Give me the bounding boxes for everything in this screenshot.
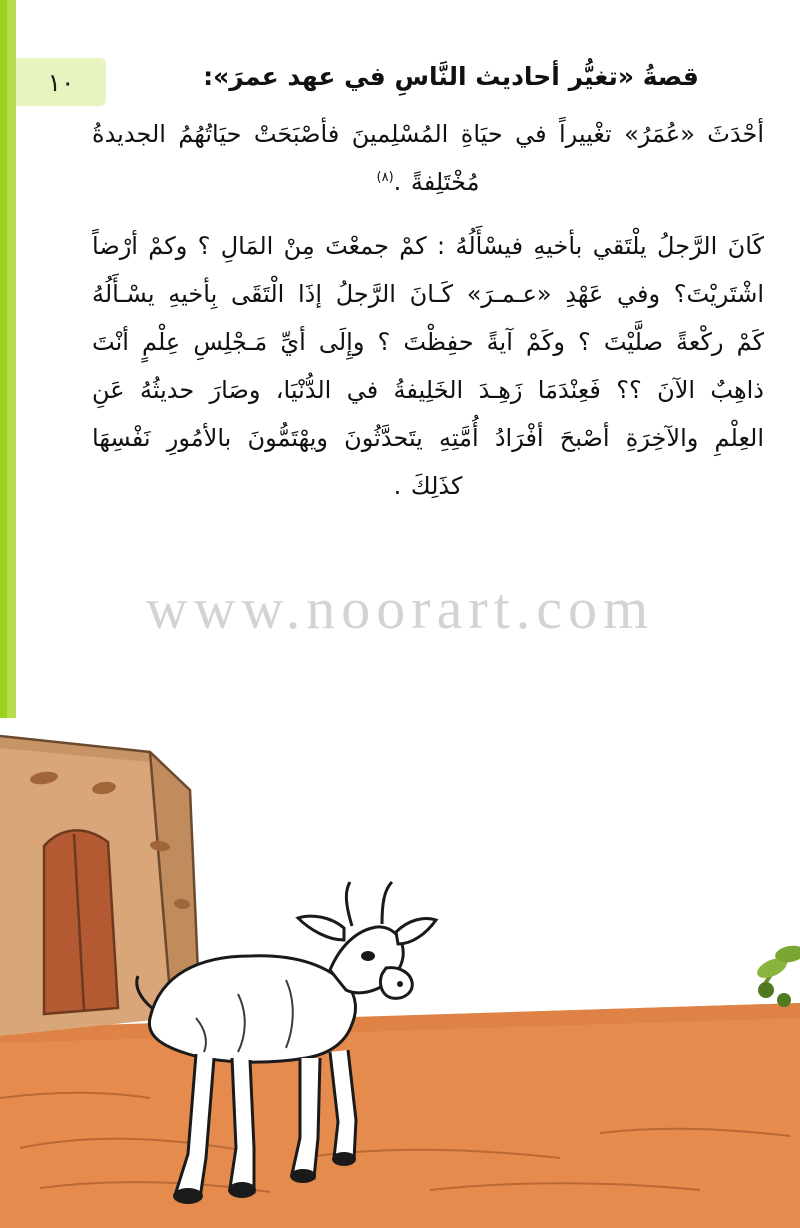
goat-nostril [397,981,403,987]
paragraph-1-text: أحْدَثَ «عُمَرُ» تغْييراً في حيَاةِ المُسْلِمينَ فأصْبَحَتْ حيَاتُهُمُ الجديدةُ مُخْتَلِفةً . [92,119,764,196]
goat-body [149,956,355,1062]
paragraph-1 [92,110,764,206]
page-number: ١٠ [47,67,75,97]
goat-leg-front-right [230,1058,254,1192]
paragraph-2-text: كَانَ الرَّجلُ يلْتَقي بأخيهِ فيسْأَلُهُ : كمْ جمعْتَ مِنْ المَالِ ؟ وكمْ أرْضاً اشْتَريْتَ؟ وفي عَهْدِ «عـمـرَ» كَـانَ الرَّجلُ إذَا الْتَقَى بِأخيهِ يسْـأَلُهُ كَمْ ركْعةً صلَّيْتَ ؟ وكَمْ آيةً حفِظْتَ ؟ وإِلَى أيِّ مَـجْلِسِ عِلْمٍ أنْتَ ذاهِبٌ الآنَ ؟؟ فَعِنْدَمَا زَهِـدَ الخَلِيفةُ في الدُّنْيَا، وصَارَ حديثُهُ عَنِ العِلْمِ والآخِرَةِ أصْبحَ أفْرَادُ أُمَّتِهِ يتَحدَّثُونَ ويهْتَمُّونَ بالأمُورِ نَفْسِهَا كذَلِكَ . [92,231,764,500]
page-title: قصةُ «تغيُّر أحاديث النَّاسِ في عهد عمرَ»: [203,62,699,91]
watermark: www.noorart.com [145,576,655,641]
goat-muzzle [380,968,412,999]
goat-eye [361,951,375,961]
wooden-door [44,830,118,1014]
text-column [92,58,764,526]
footnote-marker-8: (٨) [376,169,394,185]
paragraph-2 [92,222,764,510]
illustration [0,718,800,1228]
